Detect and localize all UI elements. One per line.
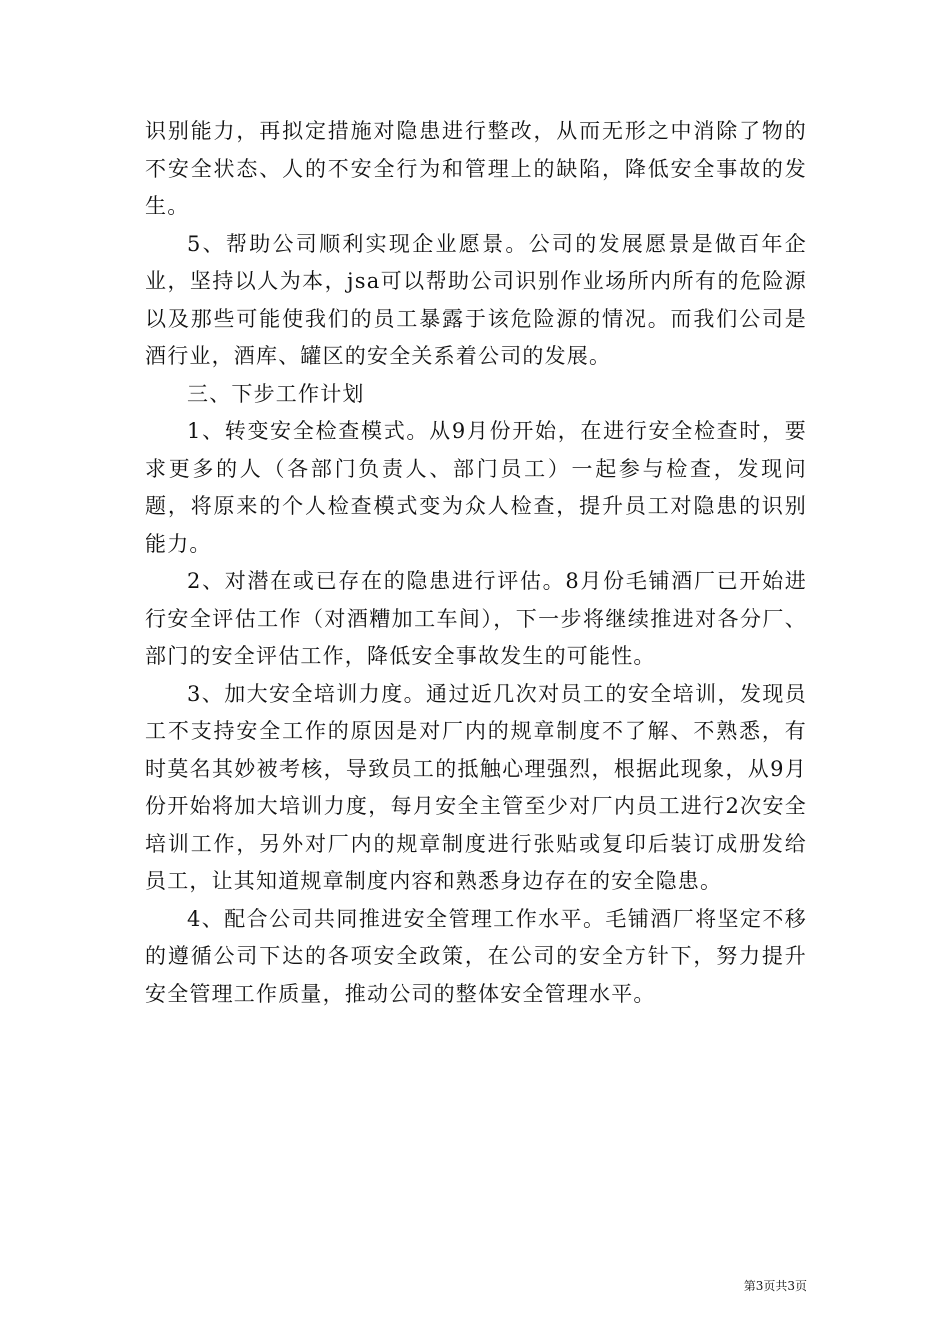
paragraph-continuation: 识别能力，再拟定措施对隐患进行整改，从而无形之中消除了物的不安全状态、人的不安全行为和管理上的缺陷，降低安全事故的发生。	[145, 119, 807, 218]
paragraph-plan-1: 1、转变安全检查模式。从9月份开始，在进行安全检查时，要求更多的人（各部门负责人、部门员工）一起参与检查，发现问题，将原来的个人检查模式变为众人检查，提升员工对隐患的识别能力。	[145, 419, 807, 556]
paragraph-item-5-vision: 5、帮助公司顺利实现企业愿景。公司的发展愿景是做百年企业，坚持以人为本，jsa可以帮助公司识别作业场所内所有的危险源以及那些可能使我们的员工暴露于该危险源的情况。而我们公司是酒行业，酒库、罐区的安全关系着公司的发展。	[145, 231, 807, 368]
paragraph-plan-2: 2、对潜在或已存在的隐患进行评估。8月份毛铺酒厂已开始进行安全评估工作（对酒糟加工车间），下一步将继续推进对各分厂、部门的安全评估工作，降低安全事故发生的可能性。	[145, 569, 807, 668]
paragraph-plan-3: 3、加大安全培训力度。通过近几次对员工的安全培训，发现员工不支持安全工作的原因是对厂内的规章制度不了解、不熟悉，有时莫名其妙被考核，导致员工的抵触心理强烈，根据此现象，从9月份开始将加大培训力度，每月安全主管至少对厂内员工进行2次安全培训工作，另外对厂内的规章制度进行张贴或复印后装订成册发给员工，让其知道规章制度内容和熟悉身边存在的安全隐患。	[145, 681, 807, 893]
paragraph-plan-4: 4、配合公司共同推进安全管理工作水平。毛铺酒厂将坚定不移的遵循公司下达的各项安全政策，在公司的安全方针下，努力提升安全管理工作质量，推动公司的整体安全管理水平。	[145, 906, 807, 1006]
document-body	[145, 113, 807, 1013]
page-number-footer: 第3页共3页	[743, 1279, 807, 1293]
section-heading-next-steps: 三、下步工作计划	[187, 381, 365, 406]
